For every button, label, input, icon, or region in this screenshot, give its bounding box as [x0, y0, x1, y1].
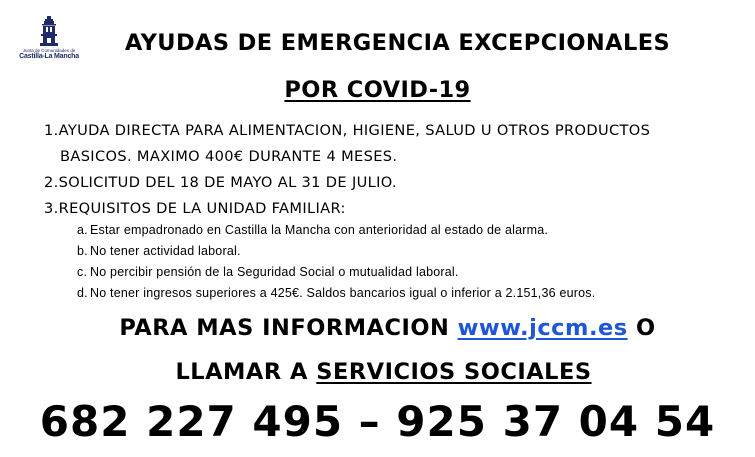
requirement-key: a. — [77, 223, 88, 237]
title-line1: AYUDAS DE EMERGENCIA EXCEPCIONALES — [124, 30, 671, 56]
logo-line2: Castilla-La Mancha — [19, 53, 79, 60]
title-line2-text: POR COVID-19 — [284, 77, 471, 103]
requirement-a — [77, 220, 747, 240]
call-line — [6, 359, 755, 385]
point-1-continuation: BASICOS. MAXIMO 400€ DURANTE 4 MESES. — [60, 148, 398, 165]
requirement-text: No tener ingresos superiores a 425€. Saldos bancarios igual o inferior a 2.151,36 euros. — [90, 286, 596, 300]
requirement-d — [77, 283, 747, 303]
requirement-text: Estar empadronado en Castilla la Mancha con anterioridad al estado de alarma. — [90, 223, 549, 237]
requirement-text: No tener actividad laboral. — [90, 244, 241, 258]
point-3: 3.REQUISITOS DE LA UNIDAD FAMILIAR: — [44, 200, 346, 217]
point-1: 1.AYUDA DIRECTA PARA ALIMENTACION, HIGIENE, SALUD U OTROS PRODUCTOS — [44, 122, 651, 139]
point-2: 2.SOLICITUD DEL 18 DE MAYO AL 31 DE JULIO. — [44, 174, 398, 191]
info-suffix: O — [635, 315, 656, 341]
social-services-label: SERVICIOS SOCIALES — [316, 359, 592, 385]
requirement-b — [77, 241, 747, 261]
title-line2 — [0, 77, 755, 103]
call-prefix: LLAMAR A — [175, 359, 308, 385]
info-line — [10, 315, 755, 341]
requirement-text: No percibir pensión de la Seguridad Social o mutualidad laboral. — [90, 265, 459, 279]
requirement-key: c. — [77, 265, 88, 279]
jccm-website-link[interactable]: www.jccm.es — [457, 315, 628, 341]
info-prefix: PARA MAS INFORMACION — [119, 315, 450, 341]
requirement-key: d. — [77, 286, 88, 300]
requirement-key: b. — [77, 244, 88, 258]
requirement-c — [77, 262, 747, 282]
phone-numbers: 682 227 495 – 925 37 04 54 — [39, 397, 716, 446]
logo-line1: Junta de Comunidades de — [22, 48, 76, 53]
